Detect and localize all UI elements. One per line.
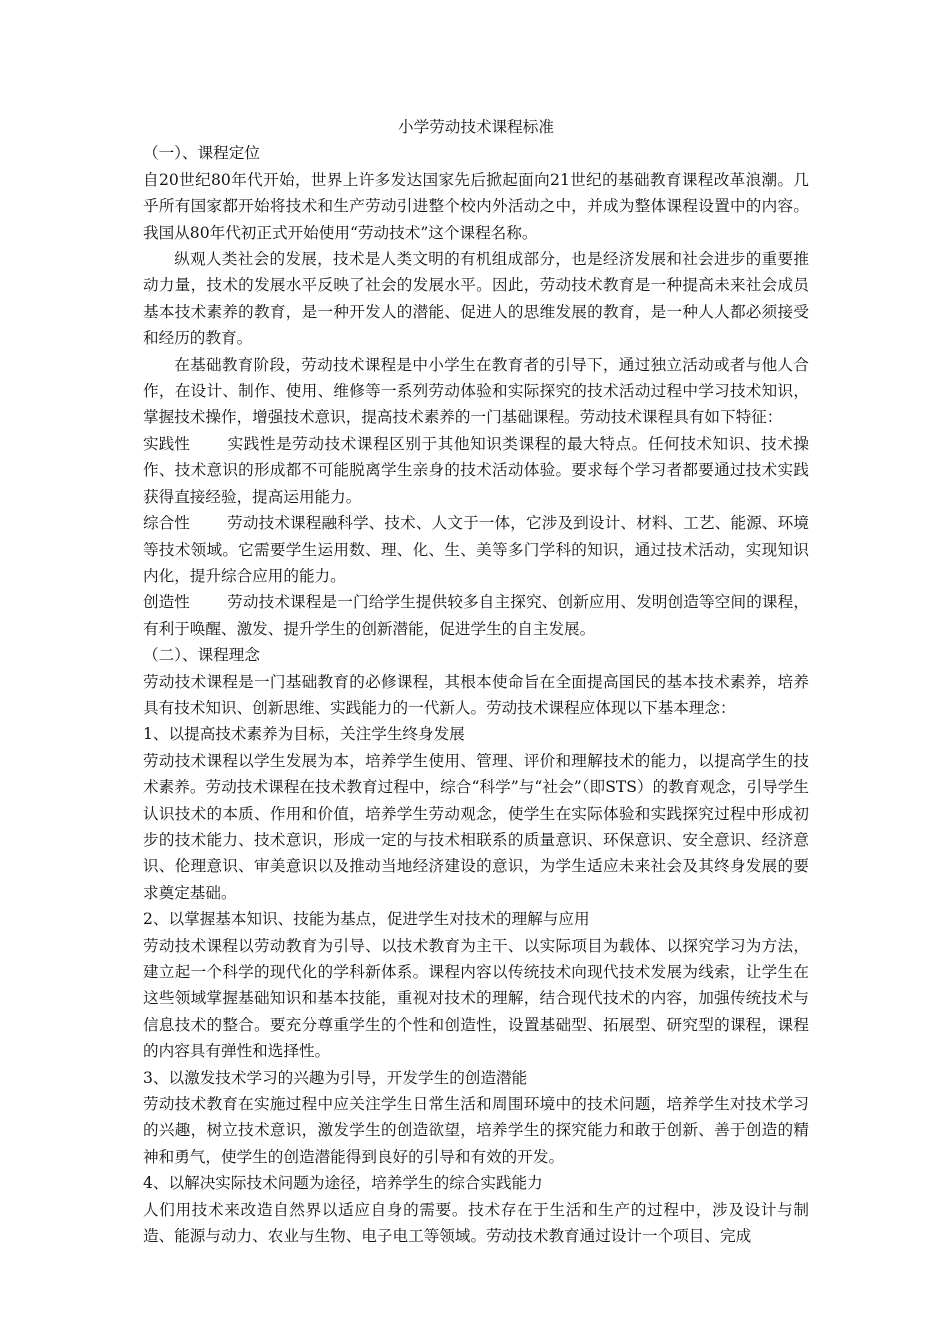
idea-heading: 1、以提高技术素养为目标，关注学生终身发展 (143, 725, 465, 744)
idea-body: 人们用技术来改造自然界以适应自身的需要。技术存在于生活和生产的过程中，涉及设计与制造、能源与动力、农业与生物、电子电工等领域。劳动技术教育通过设计一个项目、完成 (143, 1200, 809, 1246)
paragraph: 纵观人类社会的发展，技术是人类文明的有机组成部分，也是经济发展和社会进步的重要推动力量，技术的发展水平反映了社会的发展水平。因此，劳动技术教育是一种提高未来社会成员基本技术素养的教育，是一种开发人的潜能、促进人的思维发展的教育，是一种人人都必须接受和经历的教育。 (143, 250, 809, 348)
feature-item (143, 510, 809, 589)
idea-heading: 2、以掌握基本知识、技能为基点，促进学生对技术的理解与应用 (143, 910, 590, 929)
idea-heading: 3、以激发技术学习的兴趣为引导，开发学生的创造潜能 (143, 1068, 528, 1087)
feature-text: 劳动技术课程融科学、技术、人文于一体，它涉及到设计、材料、工艺、能源、环境等技术领域。它需要学生运用数、理、化、生、美等多门学科的知识，通过技术活动，实现知识内化，提升综合应用的能力。 (143, 514, 809, 585)
idea-body: 劳动技术课程以劳动教育为引导、以技术教育为主干、以实际项目为载体、以探究学习为方法，建立起一个科学的现代化的学科新体系。课程内容以传统技术向现代技术发展为线索，让学生在这些领域掌握基础知识和基本技能，重视对技术的理解，结合现代技术的内容，加强传统技术与信息技术的整合。要充分尊重学生的个性和创造性，设置基础型、拓展型、研究型的课程，课程的内容具有弹性和选择性。 (143, 936, 809, 1061)
feature-text: 劳动技术课程是一门给学生提供较多自主探究、创新应用、发明创造等空间的课程，有利于唤醒、激发、提升学生的创新潜能，促进学生的自主发展。 (143, 593, 809, 638)
document-page (143, 114, 809, 1249)
feature-item (143, 589, 809, 642)
paragraph: 自20世纪80年代开始，世界上许多发达国家先后掀起面向21世纪的基础教育课程改革浪潮。几乎所有国家都开始将技术和生产劳动引进整个校内外活动之中，并成为整体课程设置中的内容。我国从80年代初正式开始使用“劳动技术”这个课程名称。 (143, 170, 809, 242)
paragraph: 劳动技术课程是一门基础教育的必修课程，其根本使命旨在全面提高国民的基本技术素养，培养具有技术知识、创新思维、实践能力的一代新人。劳动技术课程应体现以下基本理念： (143, 672, 809, 717)
section-heading-positioning: （一）、课程定位 (143, 144, 260, 163)
feature-term: 创造性 (143, 593, 190, 612)
idea-body: 劳动技术教育在实施过程中应关注学生日常生活和周围环境中的技术问题，培养学生对技术学习的兴趣，树立技术意识，激发学生的创造欲望，培养学生的探究能力和敢于创新、善于创造的精神和勇气，使学生的创造潜能得到良好的引导和有效的开发。 (143, 1095, 809, 1166)
section-heading-philosophy: （二）、课程理念 (143, 646, 260, 665)
idea-heading: 4、以解决实际技术问题为途径，培养学生的综合实践能力 (143, 1174, 543, 1193)
feature-term: 实践性 (143, 434, 190, 453)
idea-body: 劳动技术课程以学生发展为本，培养学生使用、管理、评价和理解技术的能力，以提高学生的技术素养。劳动技术课程在技术教育过程中，综合“科学”与“社会”（即STS）的教育观念，引导学生认识技术的本质、作用和价值，培养学生劳动观念，使学生在实际体验和实践探究过程中形成初步的技术能力、技术意识，形成一定的与技术相联系的质量意识、环保意识、安全意识、经济意识、伦理意识、审美意识以及推动当地经济建设的意识，为学生适应未来社会及其终身发展的要求奠定基础。 (143, 751, 809, 902)
feature-term: 综合性 (143, 514, 190, 533)
feature-item (143, 431, 809, 510)
paragraph: 在基础教育阶段，劳动技术课程是中小学生在教育者的引导下，通过独立活动或者与他人合作，在设计、制作、使用、维修等一系列劳动体验和实际探究的技术活动过程中学习技术知识，掌握技术操作，增强技术意识，提高技术素养的一门基础课程。劳动技术课程具有如下特征： (143, 355, 809, 427)
feature-text: 实践性是劳动技术课程区别于其他知识类课程的最大特点。任何技术知识、技术操作、技术意识的形成都不可能脱离学生亲身的技术活动体验。要求每个学习者都要通过技术实践获得直接经验，提高运用能力。 (143, 434, 809, 506)
document-title: 小学劳动技术课程标准 (398, 118, 554, 136)
